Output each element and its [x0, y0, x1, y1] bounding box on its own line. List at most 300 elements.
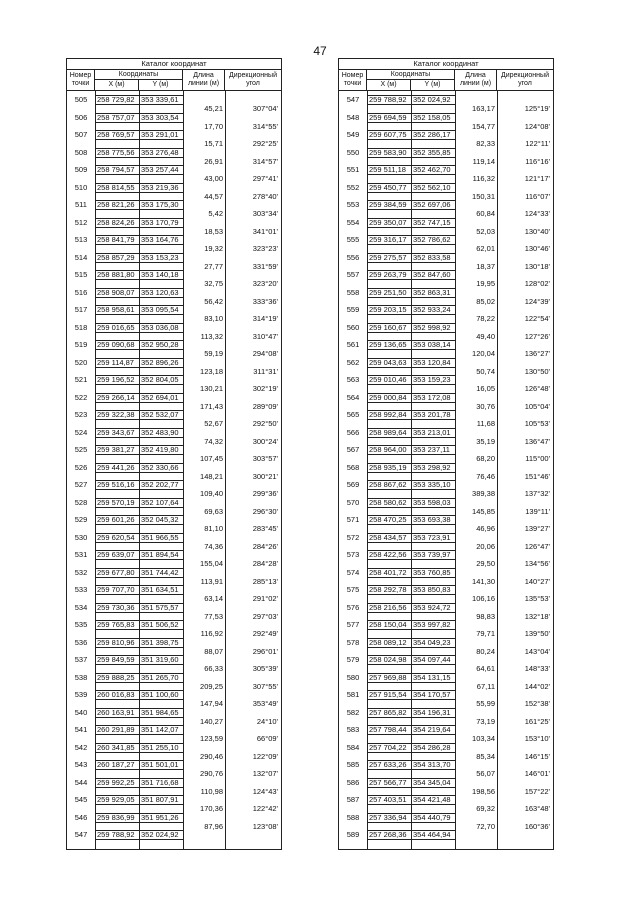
coordinate-y: 352 863,31: [413, 287, 451, 297]
coordinate-y: 354 440,79: [413, 812, 451, 822]
line-length: 18,53: [204, 226, 223, 236]
direction-angle: 284°26': [252, 541, 278, 551]
coordinate-x: 258 989,64: [369, 427, 407, 437]
segment-row: [339, 800, 553, 818]
coordinate-x: 258 757,07: [97, 112, 135, 122]
line-length: 56,07: [476, 769, 495, 778]
segment-row: [339, 258, 553, 276]
coordinate-x: 258 867,62: [369, 480, 407, 489]
segment-row: [339, 310, 553, 328]
coordinate-table-left: [66, 58, 282, 850]
line-length: 107,45: [200, 454, 223, 463]
coordinate-x: 257 969,88: [369, 672, 407, 682]
point-number: 584: [346, 742, 360, 752]
coordinate-y: 352 562,10: [413, 182, 451, 192]
point-number: 564: [346, 392, 360, 402]
segment-row: [339, 695, 553, 713]
point-number: 574: [346, 567, 360, 577]
line-length: 147,94: [200, 699, 223, 708]
direction-angle: 132°18': [524, 611, 550, 621]
point-number: 589: [346, 830, 360, 839]
segment-row: [67, 608, 281, 626]
segment-row: [67, 223, 281, 241]
coordinate-y: 354 097,44: [413, 655, 451, 664]
coordinate-y: 353 036,08: [141, 322, 179, 332]
coordinate-x: 259 016,65: [97, 322, 135, 332]
direction-angle: 314°57': [252, 156, 278, 166]
direction-angle: 314°55': [252, 121, 278, 131]
segment-row: [339, 223, 553, 241]
point-number: 583: [346, 725, 360, 734]
segment-row: [339, 345, 553, 363]
line-length: 32,75: [204, 279, 223, 288]
point-number: 536: [74, 637, 88, 647]
coordinate-y: 353 153,23: [141, 252, 179, 262]
line-length: 106,16: [472, 594, 495, 603]
segment-row: [67, 118, 281, 136]
line-length: 52,67: [204, 419, 223, 428]
coordinate-x: 259 322,38: [97, 410, 135, 419]
point-number: 531: [74, 550, 88, 559]
coordinate-x: 259 114,87: [97, 357, 134, 367]
segment-row: [67, 730, 281, 748]
direction-angle: 126°48': [524, 384, 550, 393]
direction-angle: 284°28': [252, 559, 278, 568]
coordinate-y: 352 833,58: [413, 252, 451, 262]
direction-angle: 130°18': [524, 261, 550, 271]
segment-row: [339, 153, 553, 171]
line-length: 198,56: [472, 786, 495, 796]
line-length: 85,34: [476, 751, 495, 761]
direction-angle: 121°17': [524, 174, 550, 183]
segment-row: [67, 625, 281, 643]
direction-angle: 294°08': [252, 349, 278, 358]
direction-angle: 300°24': [252, 436, 278, 446]
coordinate-y: 352 158,05: [413, 112, 451, 122]
line-length: 116,32: [472, 174, 495, 183]
direction-angle: 125°19': [524, 104, 550, 113]
line-length: 35,19: [476, 436, 495, 446]
direction-angle: 146°15': [524, 751, 550, 761]
line-length: 55,99: [476, 699, 495, 708]
segment-row: [67, 205, 281, 223]
coordinate-x: 258 775,56: [97, 147, 135, 157]
point-number: 565: [346, 410, 360, 419]
header-point-number: Номер точки: [339, 70, 367, 90]
coordinate-x: 259 136,65: [369, 340, 407, 349]
line-length: 30,76: [476, 401, 495, 411]
point-number: 519: [74, 340, 88, 349]
segment-row: [339, 293, 553, 311]
coordinate-y: 353 120,63: [141, 287, 179, 297]
coordinate-x: 259 639,07: [97, 550, 135, 559]
coordinate-x: 257 566,77: [369, 777, 407, 787]
point-number: 548: [346, 112, 360, 122]
coordinate-x: 258 401,72: [369, 567, 407, 577]
direction-angle: 140°27': [524, 576, 550, 586]
direction-angle: 278°40': [252, 191, 278, 201]
segment-row: [67, 345, 281, 363]
direction-angle: 122°09': [252, 751, 278, 761]
coordinate-y: 352 024,92: [413, 95, 451, 104]
segment-row: [67, 450, 281, 468]
segment-row: [67, 748, 281, 766]
direction-angle: 139°50': [524, 629, 550, 638]
direction-angle: 289°09': [252, 401, 278, 411]
line-length: 62,01: [476, 244, 495, 253]
direction-angle: 134°56': [524, 559, 550, 568]
segment-row: [339, 205, 553, 223]
direction-angle: 333°36': [252, 296, 278, 306]
coordinate-y: 353 335,10: [413, 480, 451, 489]
segment-row: [67, 153, 281, 171]
coordinate-x: 259 788,92: [97, 830, 135, 839]
coordinate-x: 259 601,26: [97, 515, 135, 524]
coordinate-x: 259 384,59: [369, 200, 407, 209]
line-length: 170,36: [200, 804, 223, 813]
coordinate-x: 259 992,25: [97, 777, 135, 787]
coordinate-y: 352 950,28: [141, 340, 179, 349]
page-number: 47: [313, 44, 327, 58]
direction-angle: 130°40': [524, 226, 550, 236]
direction-angle: 152°38': [524, 699, 550, 708]
line-length: 63,14: [204, 594, 223, 603]
point-number: 555: [346, 235, 360, 244]
coordinate-x: 259 765,83: [97, 620, 135, 629]
coordinate-x: 259 511,18: [369, 165, 406, 174]
coordinate-y: 354 464,94: [413, 830, 451, 839]
coordinate-y: 354 170,57: [413, 690, 451, 699]
point-number: 518: [74, 322, 88, 332]
line-length: 5,42: [208, 209, 223, 218]
segment-row: [67, 380, 281, 398]
line-length: 80,24: [476, 646, 495, 656]
point-number: 543: [74, 760, 88, 769]
coordinate-x: 258 964,00: [369, 445, 407, 454]
coordinate-x: 259 196,52: [97, 375, 135, 384]
line-length: 66,33: [204, 664, 223, 673]
coordinate-y: 352 532,07: [141, 410, 179, 419]
coordinate-x: 259 316,17: [369, 235, 407, 244]
line-length: 120,04: [472, 349, 495, 358]
line-length: 103,34: [472, 734, 495, 743]
line-length: 130,21: [200, 384, 223, 393]
coordinate-x: 260 291,89: [97, 725, 135, 734]
segment-row: [339, 398, 553, 416]
point-number: 542: [74, 742, 88, 752]
direction-angle: 136°27': [524, 349, 550, 358]
point-number: 538: [74, 672, 88, 682]
coordinate-x: 258 814,55: [97, 182, 135, 192]
segment-row: [339, 503, 553, 521]
line-length: 18,37: [476, 261, 495, 271]
coordinate-y: 351 255,10: [141, 742, 179, 752]
segment-row: [339, 415, 553, 433]
segment-row: [67, 468, 281, 486]
coordinate-y: 352 697,06: [413, 200, 451, 209]
direction-angle: 291°02': [252, 594, 278, 603]
coordinate-y: 353 213,01: [413, 427, 451, 437]
segment-row: [339, 118, 553, 136]
point-number: 557: [346, 270, 360, 279]
coordinate-y: 352 045,32: [141, 515, 179, 524]
line-length: 116,92: [200, 629, 223, 638]
point-number: 535: [74, 620, 88, 629]
point-number: 517: [74, 305, 88, 314]
point-number: 539: [74, 690, 88, 699]
line-length: 141,30: [472, 576, 495, 586]
coordinate-y: 352 896,26: [141, 357, 179, 367]
direction-angle: 153°10': [524, 734, 550, 743]
direction-angle: 303°57': [252, 454, 278, 463]
segment-row: [67, 310, 281, 328]
point-number: 545: [74, 795, 88, 804]
segment-row: [339, 363, 553, 381]
coordinate-y: 354 131,15: [413, 672, 451, 682]
coordinate-y: 353 924,72: [413, 602, 451, 612]
segment-row: [339, 713, 553, 731]
coordinate-y: 353 219,36: [141, 182, 179, 192]
direction-angle: 296°01': [252, 646, 278, 656]
coordinate-x: 258 841,79: [97, 235, 135, 244]
line-length: 77,53: [204, 611, 223, 621]
coordinate-x: 257 336,94: [369, 812, 407, 822]
coordinate-x: 259 275,57: [369, 252, 407, 262]
point-number: 577: [346, 620, 360, 629]
header-length: Длина линии (м): [455, 70, 497, 90]
segment-row: [339, 188, 553, 206]
line-length: 68,20: [476, 454, 495, 463]
segment-row: [339, 590, 553, 608]
direction-angle: 161°25': [524, 716, 550, 726]
point-number: 530: [74, 532, 88, 542]
direction-angle: 148°33': [524, 664, 550, 673]
header-x: X (м): [367, 80, 411, 90]
coordinate-x: 259 607,75: [369, 130, 407, 139]
coordinate-y: 353 257,44: [141, 165, 179, 174]
segment-row: [339, 608, 553, 626]
coordinate-y: 352 355,85: [413, 147, 451, 157]
segment-row: [67, 433, 281, 451]
direction-angle: 299°36': [252, 489, 278, 498]
coordinate-y: 353 201,78: [413, 410, 451, 419]
coordinate-x: 258 824,26: [97, 217, 135, 227]
segment-row: [67, 695, 281, 713]
point-number: 515: [74, 270, 88, 279]
direction-angle: 297°03': [252, 611, 278, 621]
coordinate-x: 258 821,26: [97, 200, 135, 209]
line-length: 44,57: [204, 191, 223, 201]
line-length: 81,10: [204, 524, 223, 533]
coordinate-x: 258 769,57: [97, 130, 135, 139]
line-length: 148,21: [200, 471, 223, 481]
coordinate-x: 259 043,63: [369, 357, 407, 367]
coordinate-x: 259 381,27: [97, 445, 135, 454]
coordinate-y: 352 286,17: [413, 130, 451, 139]
line-length: 67,11: [476, 681, 495, 691]
table-caption: Каталог координат: [339, 59, 553, 70]
table-body: [339, 91, 553, 849]
segment-row: [67, 765, 281, 783]
direction-angle: 285°13': [252, 576, 278, 586]
coordinate-y: 353 038,14: [413, 340, 451, 349]
coordinate-y: 352 998,92: [413, 322, 451, 332]
point-number: 570: [346, 497, 360, 507]
line-length: 150,31: [472, 191, 495, 201]
coordinate-y: 353 170,79: [141, 217, 179, 227]
point-number: 527: [74, 480, 88, 489]
point-number: 582: [346, 707, 360, 717]
direction-angle: 292°49': [252, 629, 278, 638]
segment-row: [67, 415, 281, 433]
header-point-number: Номер точки: [67, 70, 95, 90]
point-number: 513: [74, 235, 88, 244]
coordinate-y: 354 286,28: [413, 742, 451, 752]
line-length: 60,84: [476, 209, 495, 218]
segment-row: [67, 520, 281, 538]
direction-angle: 127°26': [524, 331, 550, 341]
line-length: 17,70: [204, 121, 223, 131]
line-length: 69,32: [476, 804, 495, 813]
point-number: 571: [346, 515, 360, 524]
coordinate-x: 259 160,67: [369, 322, 407, 332]
line-length: 27,77: [204, 261, 223, 271]
point-number: 569: [346, 480, 360, 489]
coordinate-y: 351 398,75: [141, 637, 179, 647]
point-number: 533: [74, 585, 88, 594]
coordinate-y: 351 966,55: [141, 532, 179, 542]
line-length: 19,95: [476, 279, 495, 288]
coordinate-y: 352 694,01: [141, 392, 179, 402]
coordinate-y: 353 276,48: [141, 147, 179, 157]
direction-angle: 124°43': [252, 786, 278, 796]
direction-angle: 160°36': [524, 821, 550, 831]
direction-angle: 130°50': [524, 366, 550, 376]
coordinate-x: 260 016,83: [97, 690, 135, 699]
segment-row: [339, 765, 553, 783]
line-length: 123,18: [200, 366, 223, 376]
segment-row: [339, 538, 553, 556]
coordinate-x: 259 441,26: [97, 462, 135, 472]
point-number: 506: [74, 112, 88, 122]
direction-angle: 283°45': [252, 524, 278, 533]
segment-row: [339, 660, 553, 678]
direction-angle: 137°32': [524, 489, 550, 498]
coordinate-x: 259 620,54: [97, 532, 135, 542]
point-number: 508: [74, 147, 88, 157]
direction-angle: 116°16': [525, 156, 550, 166]
coordinate-x: 257 268,36: [369, 830, 407, 839]
coordinate-y: 352 330,66: [141, 462, 179, 472]
direction-angle: 323°23': [252, 244, 278, 253]
coordinate-x: 259 583,90: [369, 147, 407, 157]
point-number: 556: [346, 252, 360, 262]
point-number: 561: [346, 340, 360, 349]
coordinate-x: 259 677,80: [97, 567, 135, 577]
coordinate-x: 259 263,79: [369, 270, 407, 279]
direction-angle: 310°47': [252, 331, 278, 341]
header-coordinates: Координаты: [367, 70, 455, 80]
line-length: 78,22: [476, 314, 495, 323]
point-number: 532: [74, 567, 88, 577]
line-length: 29,50: [476, 559, 495, 568]
line-length: 83,10: [204, 314, 223, 323]
coordinate-x: 259 203,15: [369, 305, 407, 314]
coordinate-y: 354 345,04: [413, 777, 451, 787]
point-number: 563: [346, 375, 360, 384]
segment-row: [339, 433, 553, 451]
coordinate-x: 259 810,96: [97, 637, 135, 647]
table-caption: Каталог координат: [67, 59, 281, 70]
line-length: 87,96: [204, 821, 223, 831]
segment-row: [67, 643, 281, 661]
coordinate-y: 351 506,52: [141, 620, 179, 629]
segment-row: [67, 240, 281, 258]
coordinate-y: 351 142,07: [141, 725, 179, 734]
coordinate-y: 353 120,84: [413, 357, 451, 367]
point-number: 553: [346, 200, 360, 209]
point-number: 509: [74, 165, 88, 174]
point-number: 585: [346, 760, 360, 769]
point-number: 580: [346, 672, 360, 682]
direction-angle: 297°41': [252, 174, 278, 183]
coordinate-y: 351 501,01: [141, 760, 179, 769]
segment-row: [67, 590, 281, 608]
direction-angle: 311°31': [253, 366, 278, 376]
point-number: 512: [74, 217, 88, 227]
coordinate-y: 352 786,62: [413, 235, 451, 244]
coordinate-y: 351 100,60: [141, 690, 179, 699]
direction-angle: 105°04': [524, 401, 550, 411]
coordinate-y: 354 313,70: [413, 760, 451, 769]
point-number: 511: [75, 200, 87, 209]
point-number: 524: [74, 427, 88, 437]
direction-angle: 126°47': [524, 541, 550, 551]
line-length: 290,76: [200, 769, 223, 778]
point-number: 559: [346, 305, 360, 314]
coordinate-x: 257 915,54: [369, 690, 407, 699]
direction-angle: 292°50': [252, 419, 278, 428]
coordinate-x: 258 216,56: [369, 602, 407, 612]
coordinate-y: 353 739,97: [413, 550, 451, 559]
point-number: 567: [346, 445, 360, 454]
direction-angle: 130°46': [524, 244, 550, 253]
point-number: 552: [346, 182, 360, 192]
point-number: 523: [74, 410, 88, 419]
direction-angle: 24°10': [256, 716, 278, 726]
segment-row: [339, 380, 553, 398]
direction-angle: 143°04': [524, 646, 550, 656]
point-number: 587: [346, 795, 360, 804]
point-number: 586: [346, 777, 360, 787]
line-length: 163,17: [472, 104, 495, 113]
coordinate-y: 353 237,11: [413, 445, 450, 454]
coordinate-x: 260 187,27: [97, 760, 135, 769]
line-length: 290,46: [200, 751, 223, 761]
segment-row: [339, 643, 553, 661]
coordinate-x: 257 865,82: [369, 707, 407, 717]
coordinate-x: 258 150,04: [369, 620, 407, 629]
coordinate-x: 259 000,84: [369, 392, 407, 402]
coordinate-x: 258 992,84: [369, 410, 407, 419]
coordinate-x: 259 888,25: [97, 672, 135, 682]
coordinate-y: 353 140,18: [141, 270, 179, 279]
segment-row: [339, 625, 553, 643]
coordinate-y: 353 298,92: [413, 462, 451, 472]
coordinate-x: 258 470,25: [369, 515, 407, 524]
line-length: 46,96: [476, 524, 495, 533]
header-y: Y (м): [411, 80, 455, 90]
